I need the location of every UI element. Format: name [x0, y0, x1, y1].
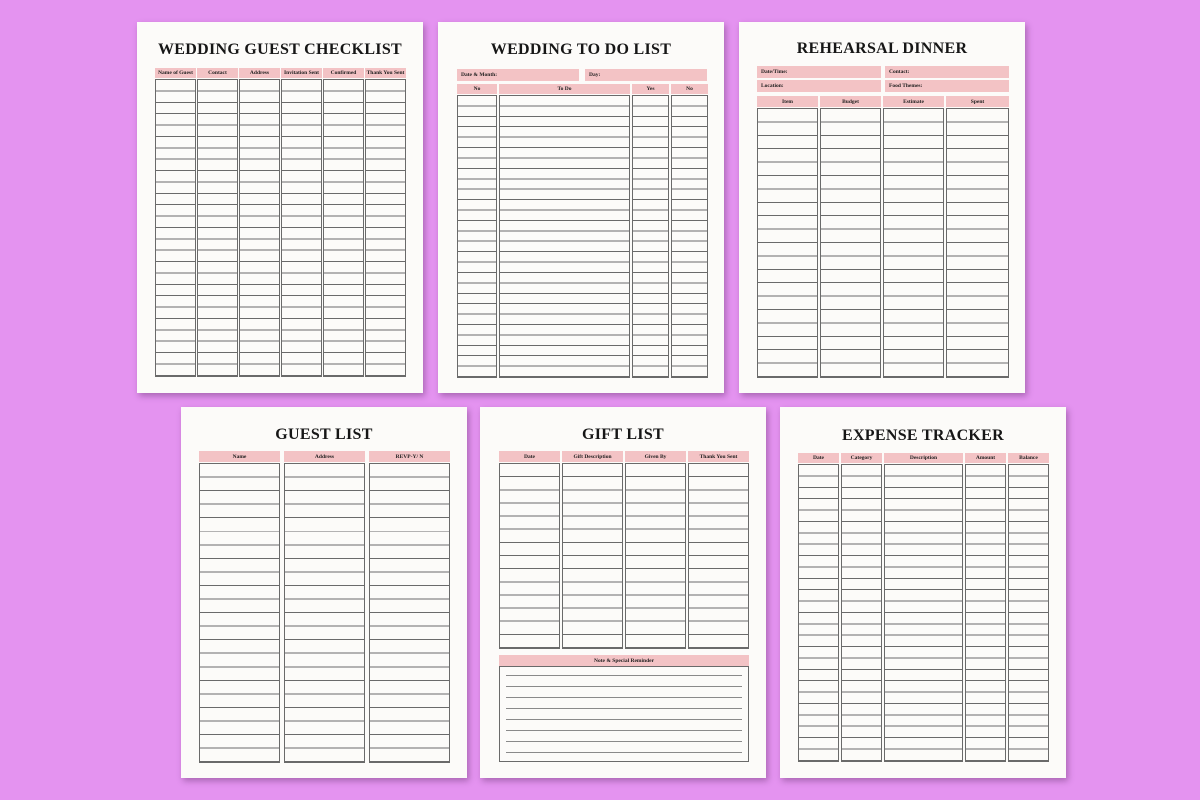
table-column [820, 108, 881, 378]
table-column [946, 108, 1009, 378]
gift-list-page [480, 407, 766, 778]
column-header: REVP-Y/ N [369, 451, 450, 462]
todo-list-page [438, 22, 724, 393]
note-line [506, 675, 742, 676]
column-header: Gift Description [562, 451, 623, 462]
contact-field: Contact: [885, 66, 1009, 78]
day-field: Day: [585, 69, 707, 81]
column-header: Name [199, 451, 280, 462]
column-header: Spent [946, 96, 1009, 107]
table-column [457, 95, 497, 378]
column-header: Balance [1008, 453, 1049, 463]
table-column [365, 79, 406, 377]
note-line [506, 719, 742, 720]
table-column [499, 463, 560, 649]
note-header: Note & Special Reminder [499, 655, 749, 666]
table-column [239, 79, 280, 377]
note-line [506, 686, 742, 687]
table-column [883, 108, 944, 378]
column-header: Category [841, 453, 882, 463]
guest-checklist-page [137, 22, 423, 393]
column-header: Date [798, 453, 839, 463]
note-line [506, 741, 742, 742]
table-column [323, 79, 364, 377]
column-header: Date [499, 451, 560, 462]
page-title: WEDDING TO DO LIST [490, 41, 672, 58]
note-line [506, 697, 742, 698]
column-header: Yes [632, 84, 669, 94]
table-column [757, 108, 818, 378]
table-column [798, 464, 839, 762]
table-column [284, 463, 365, 763]
table-column [688, 463, 749, 649]
column-header: Invitation Sent [281, 68, 322, 78]
page-title: EXPENSE TRACKER [841, 427, 1004, 444]
column-header: Amount [965, 453, 1006, 463]
column-header: No [457, 84, 497, 94]
column-header: Contact [197, 68, 238, 78]
column-header: To Do [499, 84, 630, 94]
table-column [1008, 464, 1049, 762]
column-header: Budget [820, 96, 881, 107]
guest-list-page [181, 407, 467, 778]
expense-tracker-page [780, 407, 1066, 778]
column-header: Given By [625, 451, 686, 462]
table-column [369, 463, 450, 763]
table-column [199, 463, 280, 763]
column-header: Name of Guest [155, 68, 196, 78]
column-header: Thank You Sent [688, 451, 749, 462]
note-box [499, 666, 749, 762]
date-month-field: Date & Month: [457, 69, 579, 81]
table-column [671, 95, 708, 378]
column-header: No [671, 84, 708, 94]
column-header: Address [284, 451, 365, 462]
rehearsal-dinner-page [739, 22, 1025, 393]
food-themes-field: Food Themes: [885, 80, 1009, 92]
page-title: GUEST LIST [275, 426, 373, 443]
note-line [506, 730, 742, 731]
table-column [632, 95, 669, 378]
note-line [506, 752, 742, 753]
location-field: Location: [757, 80, 881, 92]
table-column [562, 463, 623, 649]
column-header: Item [757, 96, 818, 107]
date-time-field: Date/Time: [757, 66, 881, 78]
column-header: Thank You Sent [366, 70, 405, 76]
page-title: WEDDING GUEST CHECKLIST [157, 41, 402, 58]
table-column [281, 79, 322, 377]
column-header: Confirmed [323, 68, 364, 78]
table-column [884, 464, 963, 762]
table-column [841, 464, 882, 762]
column-header: Address [239, 68, 280, 78]
page-title: REHEARSAL DINNER [796, 40, 968, 57]
table-column [499, 95, 630, 378]
column-header: Description [884, 453, 963, 463]
note-line [506, 708, 742, 709]
page-title: GIFT LIST [582, 426, 664, 443]
table-column [965, 464, 1006, 762]
table-column [155, 79, 196, 377]
column-header: Estimate [883, 96, 944, 107]
table-column [625, 463, 686, 649]
table-column [197, 79, 238, 377]
